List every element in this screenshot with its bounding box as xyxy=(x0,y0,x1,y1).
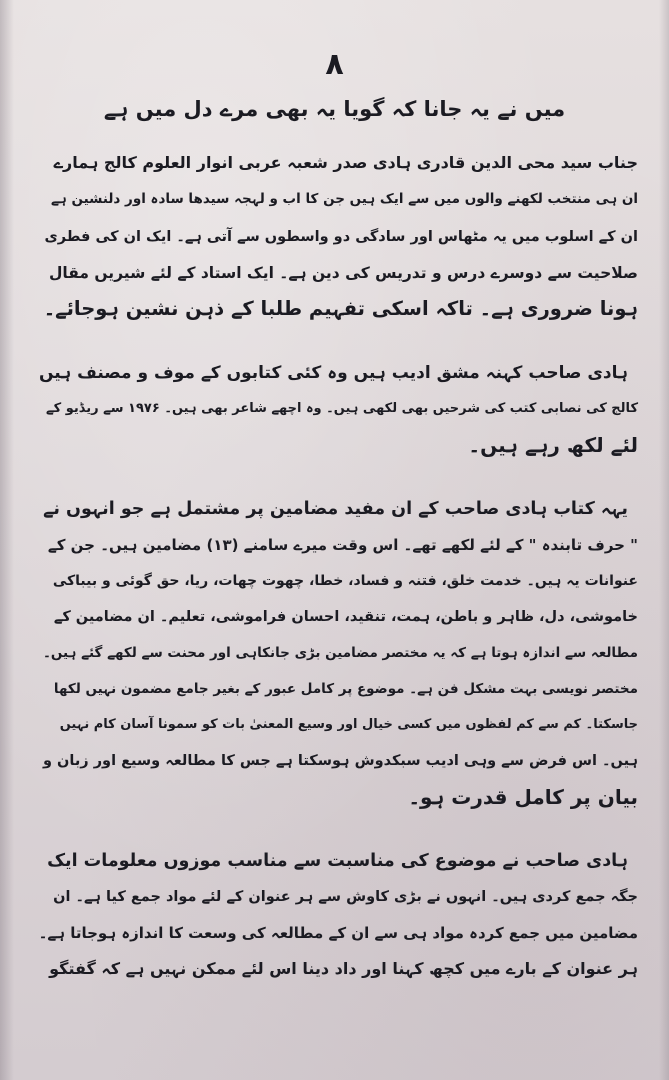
text-line: مطالعہ سے اندازہ ہوتا ہے کہ یہ مختصر مضامین بڑی جانکاہی اور محنت سے لکھے گئے ہیں۔ xyxy=(42,645,638,661)
text-line: صلاحیت سے دوسرے درس و تدریس کی دین ہے۔ ایک استاد کے لئے شیریں مقال xyxy=(48,264,638,282)
text-line: ہونا ضروری ہے۔ تاکہ اسکی تفہیم طلبا کے ذہن نشین ہوجائے۔ xyxy=(43,297,638,320)
page-edge-shadow-left xyxy=(0,0,14,1080)
page-heading: میں نے یہ جانا کہ گویا یہ بھی مرے دل میں ہے xyxy=(103,97,566,121)
text-line: یہہ کتاب ہادی صاحب کے ان مفید مضامین پر مشتمل ہے جو انہوں نے xyxy=(43,499,628,519)
text-line: کالج کی نصابی کتب کی شرحیں بھی لکھی ہیں۔ وہ اچھے شاعر بھی ہیں۔ ۱۹۷۶ سے ریڈیو کے xyxy=(45,401,638,416)
text-line: جاسکتا۔ کم سے کم لفظوں میں کسی خیال اور وسیع المعنیٰ بات کو سمونا آسان کام نہیں xyxy=(59,717,638,732)
text-line: ہادی صاحب کہنہ مشق ادیب ہیں وہ کئی کتابوں کے موف و مصنف ہیں xyxy=(39,363,628,383)
text-line: ہیں۔ اس فرض سے وہی ادیب سبکدوش ہوسکتا ہے جس کا مطالعہ وسیع اور زبان و xyxy=(42,753,638,769)
text-line: مضامین میں جمع کردہ مواد ہی سے ان کے مطالعہ کی وسعت کا اندازہ ہوجاتا ہے۔ xyxy=(38,924,638,942)
text-line: ان کے اسلوب میں یہ مٹھاس اور سادگی دو واسطوں سے آتی ہے۔ ایک ان کی فطری xyxy=(44,229,638,245)
text-line: بیان پر کامل قدرت ہو۔ xyxy=(408,785,638,809)
text-line: عنوانات یہ ہیں۔ خدمت خلق، فتنہ و فساد، خطا، چھوت چھات، ریا، حق گوئی و بیباکی xyxy=(52,573,638,589)
text-line: ہادی صاحب نے موضوع کی مناسبت سے مناسب موزوں معلومات ایک xyxy=(47,851,628,871)
text-line: لئے لکھ رہے ہیں۔ xyxy=(468,433,638,457)
text-line: مختصر نویسی بہت مشکل فن ہے۔ موضوع پر کامل عبور کے بغیر جامع مضمون نہیں لکھا xyxy=(53,681,638,697)
page-edge-shadow-right xyxy=(659,0,669,1080)
page-number: ۸ xyxy=(325,47,344,82)
text-line: ہر عنوان کے بارے میں کچھ کہنا اور داد دینا اس لئے ممکن نہیں ہے کہ گفتگو xyxy=(49,959,638,978)
text-line: " حرف تابندہ " کے لئے لکھے تھے۔ اس وقت میرے سامنے (۱۳) مضامین ہیں۔ جن کے xyxy=(47,536,638,554)
text-line: جناب سید محی الدین قادری ہادی صدر شعبہ عربی انوار العلوم کالج ہمارے xyxy=(53,153,638,172)
text-line: ان ہی منتخب لکھنے والوں میں سے ایک ہیں جن کا اب و لہجہ سیدھا سادہ اور دلنشین ہے xyxy=(50,191,638,207)
text-line: جگہ جمع کردی ہیں۔ انہوں نے بڑی کاوش سے ہر عنوان کے لئے مواد جمع کیا ہے۔ ان xyxy=(53,889,638,905)
text-line: خاموشی، دل، ظاہر و باطن، ہمت، تنقید، احسان فراموشی، تعلیم۔ ان مضامین کے xyxy=(53,609,638,625)
